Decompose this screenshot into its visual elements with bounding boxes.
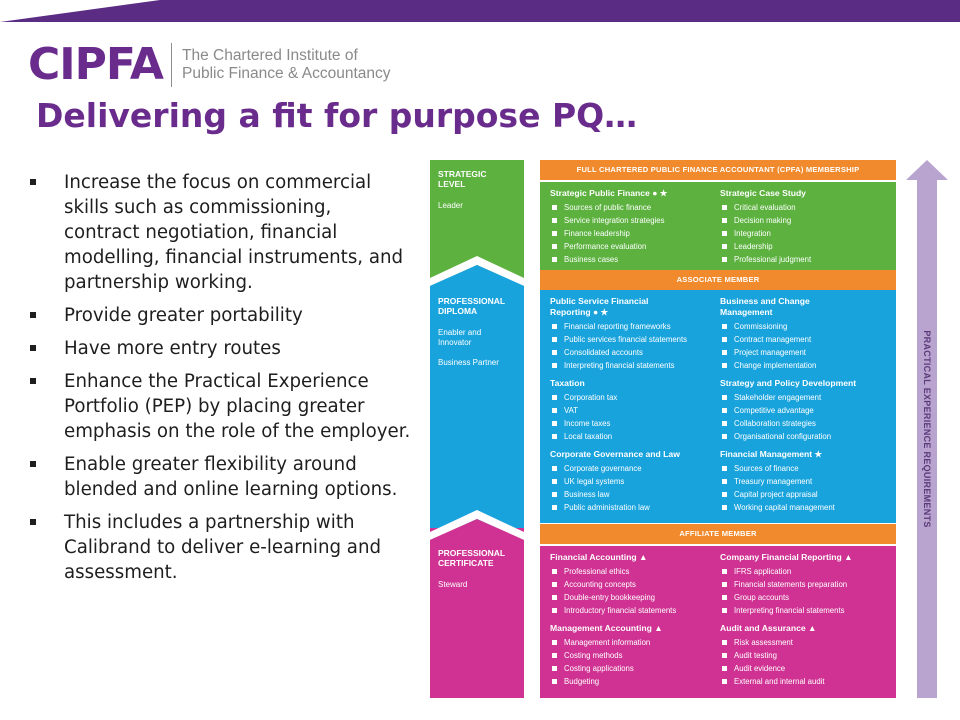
level-diploma-role-line-2: Innovator <box>438 338 472 347</box>
module-item: Introductory financial statements <box>550 604 718 617</box>
module-item: Corporate governance <box>550 462 718 475</box>
module-col-right <box>720 296 888 520</box>
module-item: Service integration strategies <box>550 214 718 227</box>
module-title-line-2: Reporting ● ★ <box>550 307 609 317</box>
module-item: Organisational configuration <box>720 430 888 443</box>
module-corporate-governance <box>550 449 718 514</box>
level-certificate <box>430 528 524 698</box>
bullet-item <box>30 369 412 444</box>
module-col-left <box>550 188 718 272</box>
bullet-marker <box>30 461 36 467</box>
module-title: Taxation <box>550 378 585 388</box>
module-item: Decision making <box>720 214 888 227</box>
module-title <box>550 296 718 318</box>
module-strategic-public-finance <box>550 188 718 266</box>
bullet-text: Have more entry routes <box>64 338 281 359</box>
module-financial-accounting <box>550 552 718 617</box>
module-item: Management information <box>550 636 718 649</box>
bullet-text: Increase the focus on commercial skills such as commissioning, contract negotiation, financial modelling, financial instruments, and partnership working. <box>64 172 404 293</box>
module-item: Professional judgment <box>720 253 888 266</box>
bullet-marker <box>30 345 36 351</box>
top-banner <box>0 0 960 22</box>
module-item: Financial reporting frameworks <box>550 320 718 333</box>
module-item: Stakeholder engagement <box>720 391 888 404</box>
slide-title: Delivering a fit for purpose PQ… <box>36 96 638 135</box>
module-title: Company Financial Reporting ▲ <box>720 552 853 562</box>
module-item: Sources of public finance <box>550 201 718 214</box>
module-title-line-2: Management <box>720 307 773 317</box>
bullet-text: This includes a partnership with Calibrand to deliver e-learning and assessment. <box>64 512 382 583</box>
bullet-list <box>30 170 412 593</box>
level-certificate-name-line-2: CERTIFICATE <box>438 558 494 568</box>
module-financial-management <box>720 449 888 514</box>
module-item: Financial statements preparation <box>720 578 888 591</box>
module-title <box>720 296 888 318</box>
level-certificate-name-line-1: PROFESSIONAL <box>438 548 506 558</box>
module-company-reporting <box>720 552 888 617</box>
module-col-left <box>550 552 718 694</box>
panel-certificate <box>540 546 896 698</box>
module-public-service-reporting <box>550 296 718 372</box>
level-diploma-role <box>438 328 516 348</box>
module-item: Commissioning <box>720 320 888 333</box>
institute-name-line-2: Public Finance & Accountancy <box>181 65 391 82</box>
logo-divider <box>171 43 172 87</box>
module-col-left <box>550 296 718 520</box>
module-item: Critical evaluation <box>720 201 888 214</box>
level-strategic-name-line-1: STRATEGIC <box>438 169 487 179</box>
module-item: Business cases <box>550 253 718 266</box>
module-item: Change implementation <box>720 359 888 372</box>
module-title: Strategic Case Study <box>720 188 806 198</box>
module-item: IFRS application <box>720 565 888 578</box>
level-strategic-name <box>438 169 516 189</box>
module-item: Finance leadership <box>550 227 718 240</box>
module-strategic-case-study <box>720 188 888 266</box>
qualification-diagram <box>430 160 950 698</box>
bullet-marker <box>30 378 36 384</box>
bullet-item <box>30 510 412 585</box>
module-item: Costing methods <box>550 649 718 662</box>
module-item: Local taxation <box>550 430 718 443</box>
module-item: Risk assessment <box>720 636 888 649</box>
top-banner-cutout <box>0 0 160 22</box>
module-item: Costing applications <box>550 662 718 675</box>
bullet-text: Enhance the Practical Experience Portfolio (PEP) by placing greater emphasis on the role of the employer. <box>64 371 411 442</box>
module-title: Financial Accounting ▲ <box>550 552 648 562</box>
module-item: Capital project appraisal <box>720 488 888 501</box>
band-full-membership: FULL CHARTERED PUBLIC FINANCE ACCOUNTANT (CPFA) MEMBERSHIP <box>540 160 896 180</box>
module-item: Audit evidence <box>720 662 888 675</box>
module-item: Interpreting financial statements <box>720 604 888 617</box>
module-item: Collaboration strategies <box>720 417 888 430</box>
level-certificate-name <box>438 548 516 568</box>
module-item: Audit testing <box>720 649 888 662</box>
panel-diploma <box>540 290 896 523</box>
module-item: Double-entry bookkeeping <box>550 591 718 604</box>
module-item: Sources of finance <box>720 462 888 475</box>
module-title: Financial Management ★ <box>720 449 823 459</box>
module-item: UK legal systems <box>550 475 718 488</box>
level-diploma-role-2: Business Partner <box>438 358 499 367</box>
module-item: Performance evaluation <box>550 240 718 253</box>
module-business-change <box>720 296 888 372</box>
chevron-up-icon <box>430 510 524 540</box>
module-item: Project management <box>720 346 888 359</box>
bullet-marker <box>30 312 36 318</box>
bullet-marker <box>30 179 36 185</box>
module-item: Budgeting <box>550 675 718 688</box>
bullet-marker <box>30 519 36 525</box>
level-certificate-role: Steward <box>438 580 468 589</box>
module-strategy-policy <box>720 378 888 443</box>
chevron-up-icon <box>430 256 524 286</box>
panel-strategic <box>540 182 896 270</box>
module-item: Professional ethics <box>550 565 718 578</box>
institute-name-line-1: The Chartered Institute of <box>181 47 358 64</box>
module-title: Management Accounting ▲ <box>550 623 663 633</box>
module-title: Corporate Governance and Law <box>550 449 680 459</box>
module-title-line-1: Business and Change <box>720 296 810 306</box>
level-diploma-name-line-1: PROFESSIONAL <box>438 296 506 306</box>
module-item: Public administration law <box>550 501 718 514</box>
band-affiliate-member: AFFILIATE MEMBER <box>540 524 896 544</box>
level-strategic-role: Leader <box>438 201 463 210</box>
module-col-right <box>720 188 888 272</box>
module-item: Consolidated accounts <box>550 346 718 359</box>
band-associate-member: ASSOCIATE MEMBER <box>540 270 896 290</box>
level-diploma <box>430 278 524 528</box>
bullet-item <box>30 336 412 361</box>
module-item: Competitive advantage <box>720 404 888 417</box>
bullet-item <box>30 170 412 295</box>
module-title: Audit and Assurance ▲ <box>720 623 817 633</box>
level-strategic-name-line-2: LEVEL <box>438 179 466 189</box>
module-item: Accounting concepts <box>550 578 718 591</box>
module-item: External and internal audit <box>720 675 888 688</box>
module-item: Integration <box>720 227 888 240</box>
logo-wordmark: CIPFA <box>28 39 163 90</box>
module-item: Corporation tax <box>550 391 718 404</box>
practical-experience-label: PRACTICAL EXPERIENCE REQUIREMENTS <box>922 330 932 528</box>
module-item: Income taxes <box>550 417 718 430</box>
bullet-text: Enable greater flexibility around blended and online learning options. <box>64 454 398 500</box>
module-audit-assurance <box>720 623 888 688</box>
bullet-item <box>30 452 412 502</box>
module-item: Treasury management <box>720 475 888 488</box>
module-item: VAT <box>550 404 718 417</box>
module-item: Leadership <box>720 240 888 253</box>
module-title: Strategic Public Finance ● ★ <box>550 188 668 198</box>
module-item: Group accounts <box>720 591 888 604</box>
module-management-accounting <box>550 623 718 688</box>
module-item: Contract management <box>720 333 888 346</box>
module-item: Interpreting financial statements <box>550 359 718 372</box>
module-item: Public services financial statements <box>550 333 718 346</box>
institute-name <box>182 47 391 83</box>
bullet-text: Provide greater portability <box>64 305 303 326</box>
module-taxation <box>550 378 718 443</box>
module-col-right <box>720 552 888 694</box>
module-title: Strategy and Policy Development <box>720 378 857 388</box>
module-item: Business law <box>550 488 718 501</box>
module-item: Working capital management <box>720 501 888 514</box>
cipfa-logo <box>28 40 391 90</box>
module-title-line-1: Public Service Financial <box>550 296 649 306</box>
level-diploma-name <box>438 296 516 316</box>
bullet-item <box>30 303 412 328</box>
level-diploma-role-line-1: Enabler and <box>438 328 482 337</box>
level-diploma-name-line-2: DIPLOMA <box>438 306 478 316</box>
